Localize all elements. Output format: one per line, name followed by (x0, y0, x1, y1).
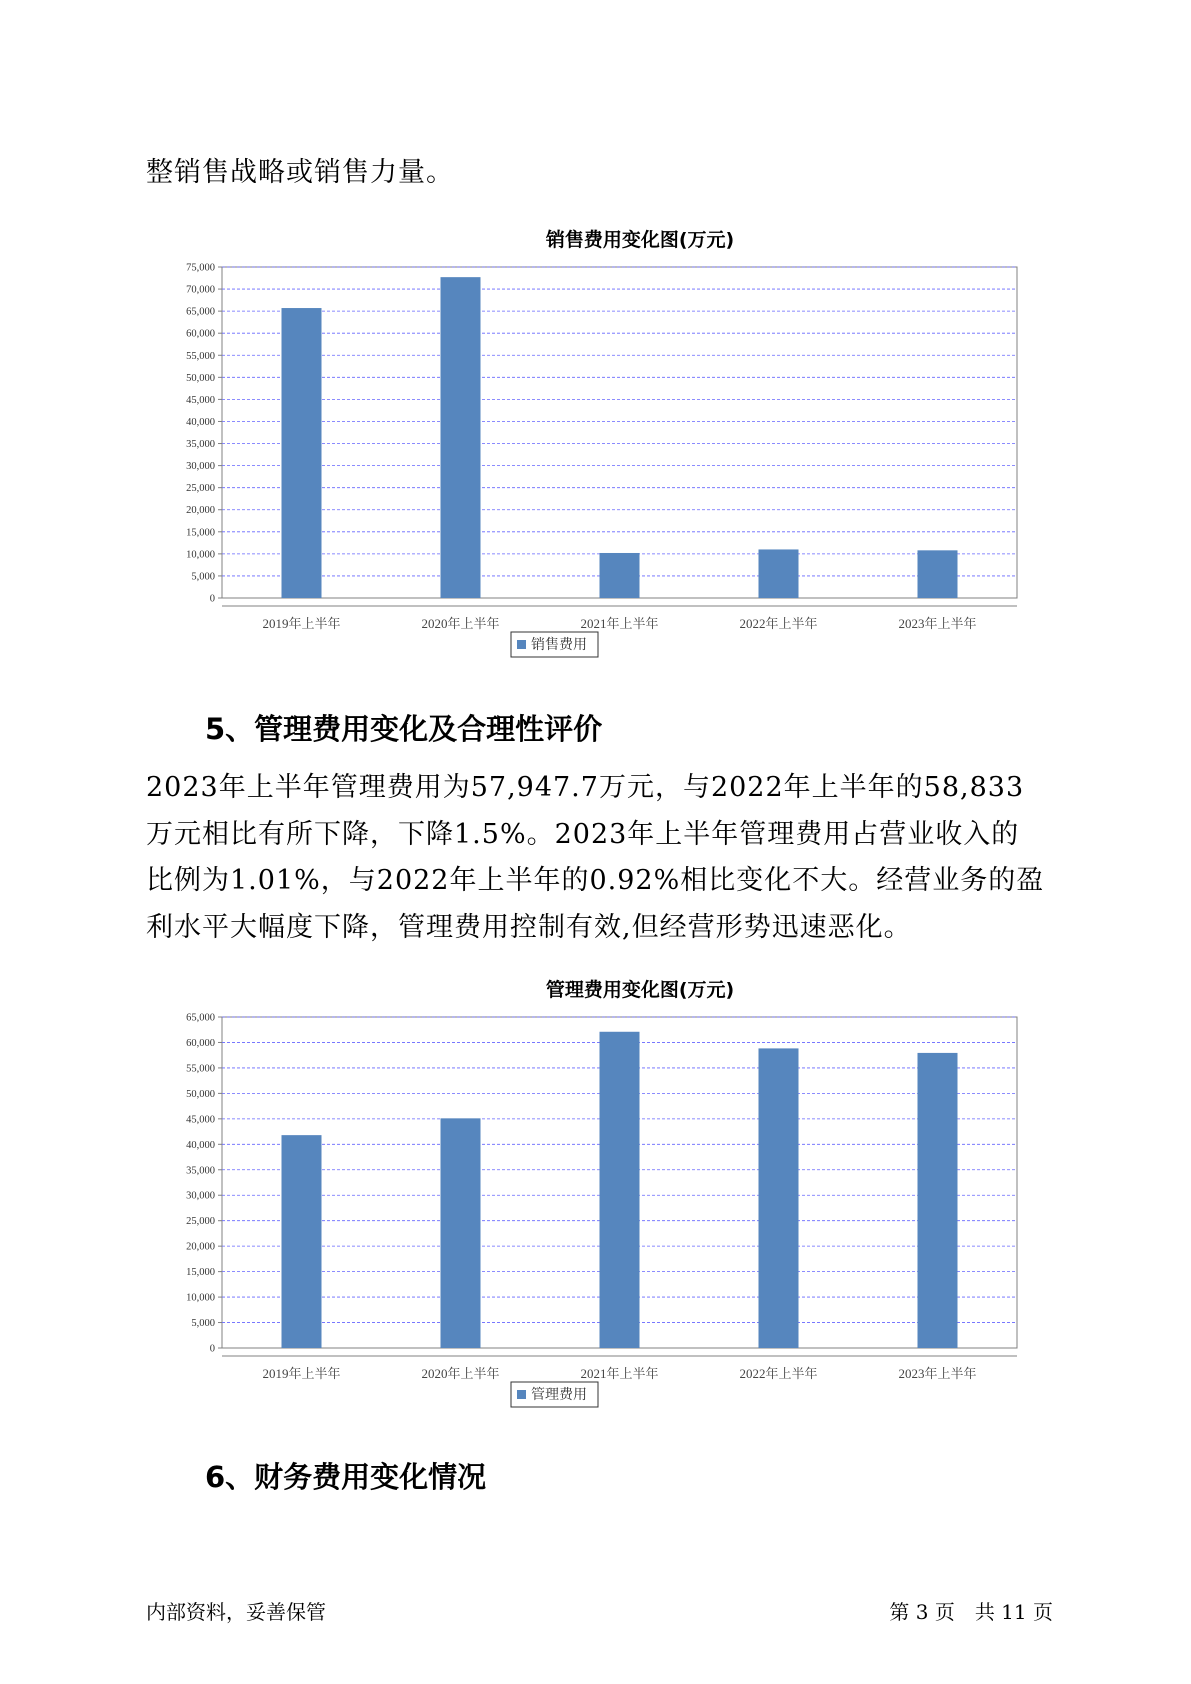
section6-heading: 6、财务费用变化情况 (205, 1460, 487, 1494)
sales-expense-chart (140, 225, 1060, 680)
admin-expense-chart (140, 975, 1060, 1430)
x-tick-label: 2023年上半年 (898, 1366, 977, 1381)
y-tick-label: 30,000 (186, 461, 215, 473)
y-tick-label: 0 (209, 1343, 215, 1355)
x-tick-label: 2021年上半年 (580, 1366, 659, 1381)
section5-paragraph: 2023年上半年管理费用为57,947.7万元，与2022年上半年的58,833万元相比有所下降，下降1.5%。2023年上半年管理费用占营业收入的比例为1.01%，与2022年上半年的0.92%相比变化不大。经营业务的盈利水平大幅度下降，管理费用控制有效,但经营形势迅速恶化。 (146, 772, 1045, 943)
y-tick-label: 40,000 (186, 416, 215, 428)
y-tick-label: 10,000 (186, 549, 215, 561)
intro-tail-text: 整销售战略或销售力量。 (146, 157, 454, 188)
x-tick-label: 2020年上半年 (421, 616, 500, 631)
y-tick-label: 30,000 (186, 1190, 215, 1202)
y-tick-label: 55,000 (186, 1063, 215, 1075)
bar (441, 1118, 481, 1348)
y-tick-label: 55,000 (186, 350, 215, 362)
y-tick-label: 25,000 (186, 483, 215, 495)
plot-area (222, 267, 1017, 598)
x-tick-label: 2023年上半年 (898, 616, 977, 631)
x-tick-label: 2022年上半年 (739, 616, 818, 631)
footer-left: 内部资料，妥善保管 (146, 1600, 326, 1624)
x-tick-label: 2019年上半年 (262, 616, 341, 631)
y-tick-label: 40,000 (186, 1139, 215, 1151)
bar (282, 308, 322, 598)
y-tick-label: 65,000 (186, 306, 215, 318)
y-tick-label: 15,000 (186, 1267, 215, 1279)
y-tick-label: 10,000 (186, 1292, 215, 1304)
section5-heading: 5、管理费用变化及合理性评价 (205, 712, 603, 746)
bar (600, 553, 640, 598)
footer-page-number: 第 3 页 共 11 页 (889, 1600, 1053, 1624)
x-tick-label: 2020年上半年 (421, 1366, 500, 1381)
legend-swatch (517, 1390, 526, 1399)
y-tick-label: 35,000 (186, 439, 215, 451)
chart-title: 销售费用变化图(万元) (545, 229, 735, 251)
legend-label: 销售费用 (531, 638, 587, 653)
y-tick-label: 45,000 (186, 394, 215, 406)
y-tick-label: 5,000 (191, 1318, 215, 1330)
y-tick-label: 60,000 (186, 328, 215, 340)
bar (282, 1135, 322, 1348)
sales-expense-chart-svg (140, 225, 1060, 680)
y-tick-label: 50,000 (186, 372, 215, 384)
bar (918, 550, 958, 598)
admin-expense-chart-svg (140, 975, 1060, 1430)
y-tick-label: 60,000 (186, 1037, 215, 1049)
y-tick-label: 20,000 (186, 1241, 215, 1253)
y-tick-label: 65,000 (186, 1012, 215, 1024)
x-tick-label: 2021年上半年 (580, 616, 659, 631)
legend-label: 管理费用 (531, 1388, 587, 1403)
y-tick-label: 5,000 (191, 571, 215, 583)
x-tick-label: 2022年上半年 (739, 1366, 818, 1381)
bar (600, 1032, 640, 1348)
bar (918, 1053, 958, 1348)
chart-title: 管理费用变化图(万元) (545, 979, 735, 1001)
y-tick-label: 35,000 (186, 1165, 215, 1177)
y-tick-label: 75,000 (186, 262, 215, 274)
y-tick-label: 0 (209, 593, 215, 605)
y-tick-label: 25,000 (186, 1216, 215, 1228)
y-tick-label: 15,000 (186, 527, 215, 539)
legend-swatch (517, 640, 526, 649)
y-tick-label: 45,000 (186, 1114, 215, 1126)
x-tick-label: 2019年上半年 (262, 1366, 341, 1381)
y-tick-label: 20,000 (186, 505, 215, 517)
bar (759, 549, 799, 598)
bar (759, 1048, 799, 1348)
y-tick-label: 70,000 (186, 284, 215, 296)
y-tick-label: 50,000 (186, 1088, 215, 1100)
bar (441, 277, 481, 598)
